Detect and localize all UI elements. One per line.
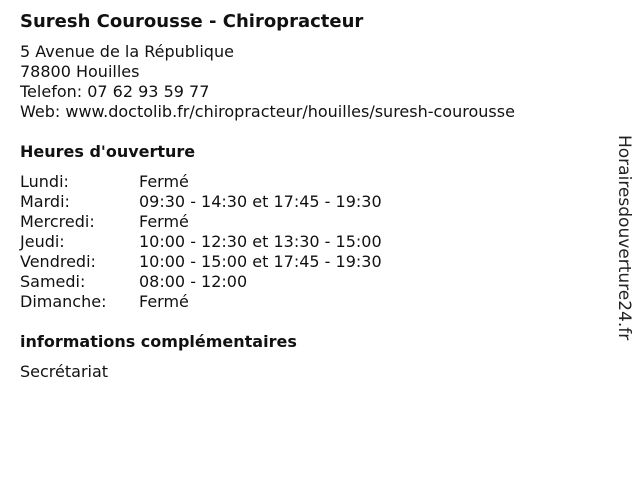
hours-time: Fermé xyxy=(139,292,189,311)
hours-time: 10:00 - 12:30 et 13:30 - 15:00 xyxy=(139,232,382,251)
hours-row xyxy=(20,172,600,192)
hours-day: Vendredi: xyxy=(20,252,96,271)
hours-day: Lundi: xyxy=(20,172,69,191)
hours-day: Mercredi: xyxy=(20,212,95,231)
address-line-1: 5 Avenue de la République xyxy=(20,42,234,61)
hours-row xyxy=(20,252,600,272)
hours-day: Jeudi: xyxy=(20,232,65,251)
hours-row xyxy=(20,232,600,252)
additional-info-text: Secrétariat xyxy=(20,362,109,381)
hours-row xyxy=(20,272,600,292)
hours-time: 10:00 - 15:00 et 17:45 - 19:30 xyxy=(139,252,382,271)
hours-time: Fermé xyxy=(139,172,189,191)
website-text: Web: www.doctolib.fr/chiropracteur/houilles/suresh-courousse xyxy=(20,102,515,121)
opening-hours-title: Heures d'ouverture xyxy=(20,142,196,161)
phone-text: Telefon: 07 62 93 59 77 xyxy=(20,82,210,101)
hours-day: Samedi: xyxy=(20,272,86,291)
site-watermark: Horairesdouverture24.fr xyxy=(614,135,634,341)
hours-row xyxy=(20,192,600,212)
listing-card xyxy=(20,10,600,382)
additional-info-title: informations complémentaires xyxy=(20,332,297,351)
opening-hours-list xyxy=(20,172,600,312)
page-title: Suresh Courousse - Chiropracteur xyxy=(20,11,364,32)
hours-time: 09:30 - 14:30 et 17:45 - 19:30 xyxy=(139,192,382,211)
hours-row xyxy=(20,212,600,232)
hours-time: 08:00 - 12:00 xyxy=(139,272,248,291)
address-line-2: 78800 Houilles xyxy=(20,62,140,81)
hours-time: Fermé xyxy=(139,212,189,231)
hours-day: Mardi: xyxy=(20,192,70,211)
hours-row xyxy=(20,292,600,312)
hours-day: Dimanche: xyxy=(20,292,107,311)
